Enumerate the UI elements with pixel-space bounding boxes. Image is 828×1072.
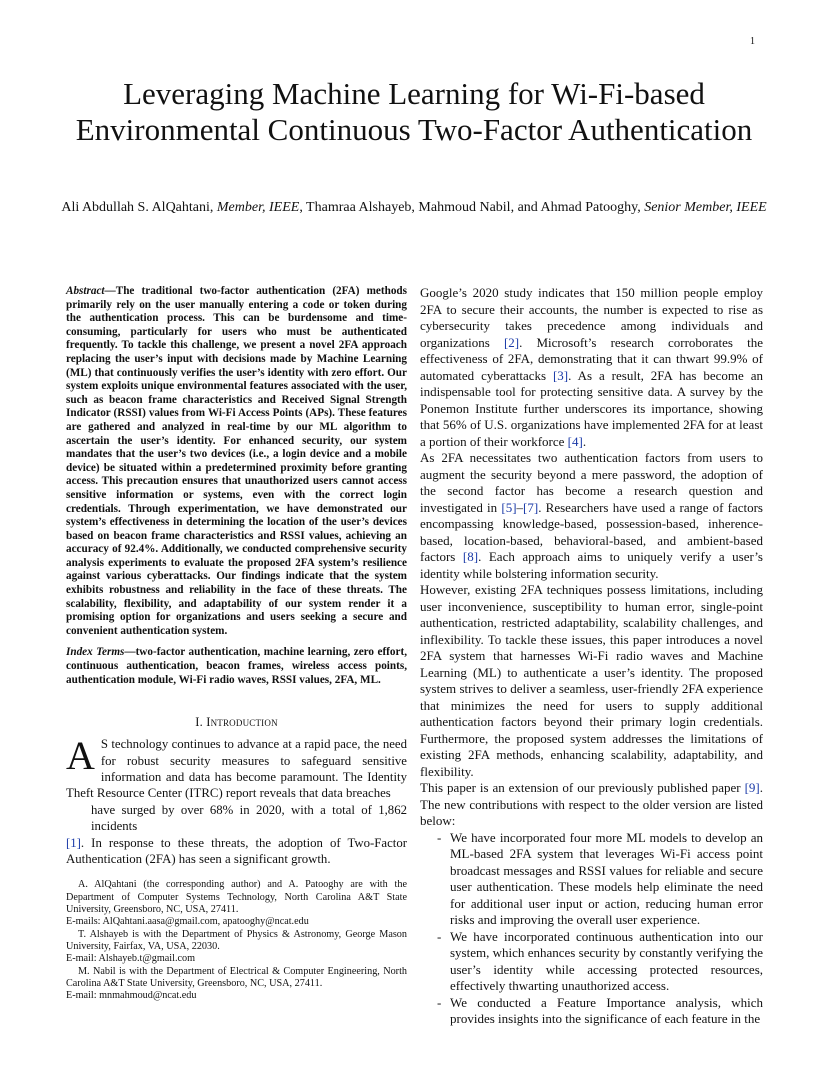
intro-text-1: S technology continues to advance at a rapid pace, the need for robust security measures to safeguard sensitive information and data has become paramount. The Identity Theft Resource Center (ITRC) report reveals that data breaches — [66, 737, 407, 801]
abstract-label: Abstract — [66, 285, 105, 297]
body-text: This paper is an extension of our previously published paper — [420, 780, 745, 795]
drop-cap: A — [66, 733, 95, 779]
bullet-dash: - — [437, 994, 442, 1010]
body-text: . Each approach aims to uniquely verify a user’s identity while bolstering information security. — [420, 549, 763, 581]
body-text: . As a result, 2FA has become an indispensable tool for protecting sensitive data. A survey by the Ponemon Institute further underscores its importance, showing that 56% of U.S. organizations have implemented 2FA for at least a portion of their workforce — [420, 367, 763, 449]
footnote: A. AlQahtani (the corresponding author) and A. Patooghy are with the Department of Computer Systems Technology, North Carolina A&T State University, Greensboro, NC, USA, 27411. — [66, 879, 407, 916]
paper-title: Leveraging Machine Learning for Wi-Fi-based Environmental Continuous Two-Factor Authentication — [75, 76, 753, 147]
list-item-text: We have incorporated continuous authentication into our system, which enhances security by constantly verifying the user’s identity while accessing protected resources, effectively thwarting unauthorized access. — [450, 928, 763, 993]
intro-text-2: have surged by over 68% in 2020, with a total of 1,862 incidents — [91, 802, 407, 834]
body-paragraph — [420, 780, 763, 830]
footnote: M. Nabil is with the Department of Electrical & Computer Engineering, North Carolina A&T State University, Greensboro, NC, USA, 27411. — [66, 965, 407, 989]
bullet-dash: - — [437, 829, 442, 845]
author-names-1: Ali Abdullah S. AlQahtani, — [61, 200, 217, 215]
bullet-dash: - — [437, 928, 442, 944]
list-item-text: We conducted a Feature Importance analysis, which provides insights into the significance of each feature in the — [450, 994, 763, 1026]
left-column — [66, 285, 407, 1002]
abstract — [66, 285, 407, 638]
author-names-2: , Thamraa Alshayeb, Mahmoud Nabil, and Ahmad Patooghy, — [299, 200, 645, 215]
right-column — [420, 285, 763, 1028]
abstract-text: —The traditional two-factor authentication (2FA) methods primarily rely on the user manually entering a code or token during the authentication process. This can be burdensome and time-consuming, particularly for users who must be authenticated frequently. To tackle this challenge, we present a novel 2FA approach replacing the user’s input with decisions made by Machine Learning (ML) that continuously verifies the user’s identity with zero effort. Our system exploits unique environmental features associated with the user, such as beacon frame characteristics and Received Signal Strength Indicator (RSSI) values from Wi-Fi Access Points (APs). These features are gathered and analyzed in real-time by our ML algorithm to ascertain the user’s identity. For enhanced security, our system mandates that the user’s two devices (i.e., a login device and a mobile device) be situated within a predetermined proximity before granting access. This precaution ensures that unauthorized users cannot access sensitive information or systems, even with the correct login credentials. Through experimentation, we have demonstrated our system’s effectiveness in determining the location of the user’s devices based on beacon frame characteristics and RSSI values, achieving an accuracy of 92.4%. Additionally, we conducted comprehensive security analysis experiments to evaluate the proposed 2FA system’s resilience against various cyberattacks. Our findings indicate that the system exhibits robustness and reliability in the face of these threats. The scalability, flexibility, and adaptability of our system render it a promising option for organizations and users seeking a secure and convenient authentication system. — [66, 285, 407, 637]
section-title: Introduction — [206, 715, 278, 730]
footnote-email: E-mail: mnmahmoud@ncat.edu — [66, 990, 197, 1002]
affiliation-footnotes — [66, 879, 407, 1002]
list-item — [437, 928, 763, 995]
body-text: Google’s 2020 study indicates that 150 million people employ 2FA to secure their accounts, the number is expected to rise as cybersecurity takes precedence among individuals and organizations — [420, 285, 763, 350]
list-item — [437, 994, 763, 1028]
citation-link[interactable]: [2] — [503, 334, 520, 350]
citation-link[interactable]: [8] — [462, 549, 479, 564]
author-list — [60, 199, 768, 217]
citation-link[interactable]: [3] — [552, 367, 569, 383]
body-text: . — [582, 433, 587, 449]
section-numeral: I. — [195, 715, 207, 730]
index-terms-label: Index Terms — [66, 646, 125, 659]
citation-link[interactable]: [1] — [66, 835, 81, 850]
citation-link[interactable]: [7] — [523, 499, 539, 515]
citation-link[interactable]: [9] — [744, 780, 760, 795]
author-role-1: Member, IEEE — [216, 200, 300, 215]
page-number: 1 — [750, 36, 755, 47]
contributions-list — [420, 830, 763, 1028]
body-text: . The new contributions with respect to the older version are listed below: — [420, 780, 763, 828]
citation-link[interactable]: [5] — [501, 499, 517, 515]
body-text: . Microsoft’s research corroborates the effectiveness of 2FA, demonstrating that it can thwart 99.9% of automated cyberattacks — [420, 334, 763, 383]
intro-text-3: . In response to these threats, the adoption of Two-Factor Authentication (2FA) has seen a significant growth. — [66, 835, 407, 867]
index-terms-text: —two-factor authentication, machine learning, zero effort, continuous authentication, beacon frames, wireless access points, authentication module, Wi-Fi radio waves, RSSI values, 2FA, ML. — [66, 646, 407, 686]
body-paragraph — [420, 285, 763, 450]
body-text: – — [516, 499, 524, 515]
footnote-email: E-mails: AlQahtani.aasa@gmail.com, apatooghy@ncat.edu — [66, 916, 309, 928]
body-text: As 2FA necessitates two authentication factors from users to augment the security beyond a mere password, the adoption of the second factor has become a research question and investigated in — [420, 450, 763, 515]
citation-link[interactable]: [4] — [567, 433, 583, 449]
list-item-text: We have incorporated four more ML models to develop an ML-based 2FA system that leverages Wi-Fi access point broadcast messages and RSSI values for reliable and secure user authentication. These models help eliminate the need for additional user input or action, reducing human error risks and improving the overall user experience. — [450, 829, 763, 927]
section-heading — [66, 715, 407, 730]
author-role-2: Senior Member, IEEE — [644, 200, 767, 215]
body-paragraph: However, existing 2FA techniques possess limitations, including user inconvenience, susceptibility to human error, single-point authentication, restricted adaptability, scalability challenges, and inflexibility. To tackle these issues, this paper introduces a novel 2FA system that harnesses Wi-Fi radio waves and Machine Learning (ML) to authenticate a user’s identity. The proposed system strives to deliver a seamless, user-friendly 2FA experience that minimizes the need for users to supply additional authentication factors beyond their primary login credentials. Furthermore, the proposed system addresses the limitations of existing 2FA methods, enhancing scalability, adaptability, and flexibility. — [420, 582, 763, 779]
list-item — [437, 829, 763, 929]
body-text: . Researchers have used a range of factors encompassing knowledge-based, possession-based, inherence-based, location-based, behavioral-based, and ambient-based factors — [420, 499, 763, 564]
index-terms — [66, 646, 407, 687]
intro-paragraph — [66, 733, 407, 867]
body-paragraph — [420, 450, 763, 582]
footnote: T. Alshayeb is with the Department of Physics & Astronomy, George Mason University, Fairfax, VA, USA, 22030. — [66, 928, 407, 952]
footnote-email: E-mail: Alshayeb.t@gmail.com — [66, 953, 196, 965]
intro-continuation — [66, 802, 407, 835]
